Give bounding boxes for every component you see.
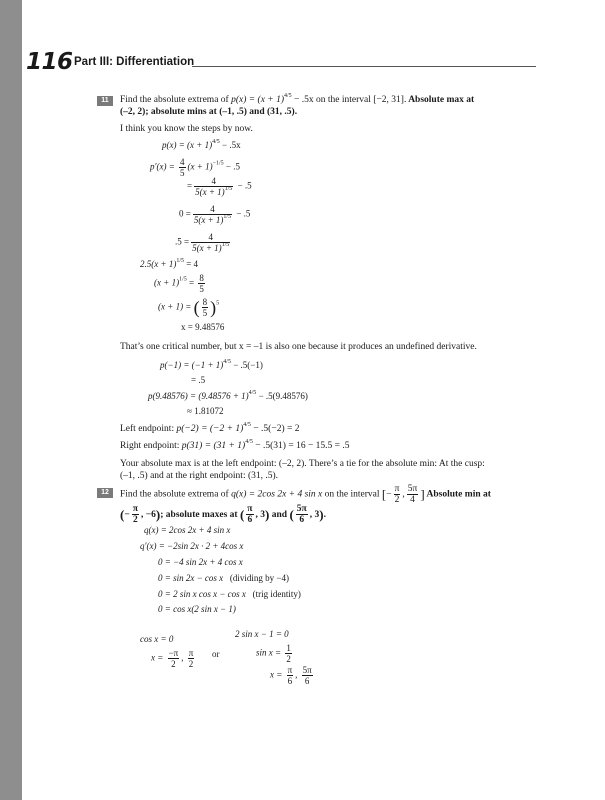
- problem-12-answer: (− $\frac{\pi}{2}$ , −6); absolute maxes at ( $\frac{\pi}{6}$ , 3) and ( $\frac{5\pi}{6}$ , 3).: [120, 504, 326, 525]
- step-5: .5 = $\frac{4}{5(x + 1)^{1/5}}$: [175, 232, 230, 253]
- problem-11-note: That’s one critical number, but x = –1 is also one because it produces an undefined derivative.: [120, 342, 477, 352]
- step-7: $(x + 1)^{1/5}$ = $\frac{8}{5}$: [154, 273, 204, 294]
- header-rule: [192, 66, 536, 67]
- problem-11-prompt: Find the absolute extrema of $p(x) = (x + 1)^{4/5} - .5x$ on the interval [−2, 31]. Absolute max at: [120, 93, 475, 105]
- case-right-2: sin x = $\frac{1}{2}$: [256, 643, 291, 664]
- problem-11-answer: (–2, 2); absolute mins at (–1, .5) and (31, .5).: [120, 107, 298, 117]
- part-title: Part III: Differentiation: [74, 56, 195, 68]
- problem-11-badge: 11: [97, 96, 113, 106]
- eval-1: $p(-1) = (-1 + 1)^{4/5} - .5(-1)$: [160, 359, 263, 370]
- q-step-2: q′(x) = −2sin 2x · 2 + 4cos x: [140, 541, 244, 551]
- case-right-1: 2 sin x − 1 = 0: [235, 629, 289, 639]
- q-step-1: q(x) = 2cos 2x + 4 sin x: [144, 525, 231, 535]
- case-right-3: x = $\frac{\pi}{6}$ , $\frac{5\pi}{6}$: [270, 665, 312, 686]
- conclusion-line-2: (–1, .5) and at the right endpoint: (31, .5).: [120, 471, 279, 481]
- eval-4: ≈ 1.81072: [187, 406, 224, 416]
- q-step-3: 0 = −4 sin 2x + 4 cos x: [158, 557, 243, 567]
- q-step-4: 0 = sin 2x − cos x (dividing by −4): [158, 573, 289, 583]
- page-spine-bar: [0, 0, 22, 800]
- step-4: 0 = $\frac{4}{5(x + 1)^{1/5}}$ − .5: [179, 204, 251, 225]
- step-6: $2.5(x + 1)^{1/5} = 4$: [140, 258, 199, 269]
- problem-11-intro: I think you know the steps by now.: [120, 124, 253, 134]
- q-step-6: 0 = cos x(2 sin x − 1): [158, 604, 236, 614]
- step-3: = $\frac{4}{5(x + 1)^{1/5}}$ − .5: [187, 176, 252, 197]
- problem-12-prompt: Find the absolute extrema of q(x) = 2cos 2x + 4 sin x on the interval [− $\frac{\pi}{2}$ , $\frac{5\pi}{4}$ ] Absolute min at: [120, 484, 491, 505]
- step-2: p′(x) = $\frac{4}{5}$ $(x + 1)^{-1/5} - .5$: [150, 157, 240, 178]
- q-step-5: 0 = 2 sin x cos x − cos x (trig identity): [158, 589, 301, 599]
- conclusion-line-1: Your absolute max is at the left endpoint: (–2, 2). There’s a tie for the absolute min: At the cusp:: [120, 459, 485, 469]
- or-word: or: [212, 649, 220, 659]
- step-9: x = 9.48576: [181, 322, 225, 332]
- step-8: (x + 1) = ( $\frac{8}{5}$ )$^5$: [158, 297, 220, 318]
- case-left-1: cos x = 0: [140, 634, 174, 644]
- page-header: [26, 46, 536, 78]
- eval-2: = .5: [191, 375, 206, 385]
- eval-3: $p(9.48576) = (9.48576 + 1)^{4/5} - .5(9.48576)$: [148, 390, 308, 401]
- case-left-2: x = $\frac{-\pi}{2}$ , $\frac{\pi}{2}$: [151, 648, 194, 669]
- left-endpoint: Left endpoint: $p(-2) = (-2 + 1)^{4/5} - .5(-2) = 2$: [120, 422, 300, 434]
- problem-12-badge: 12: [97, 488, 113, 498]
- page-number: 116: [26, 49, 73, 75]
- step-1: $p(x) = (x + 1)^{4/5} - .5x$: [162, 139, 241, 150]
- right-endpoint: Right endpoint: $p(31) = (31 + 1)^{4/5} - .5(31) = 16 - 15.5 = .5$: [120, 439, 350, 451]
